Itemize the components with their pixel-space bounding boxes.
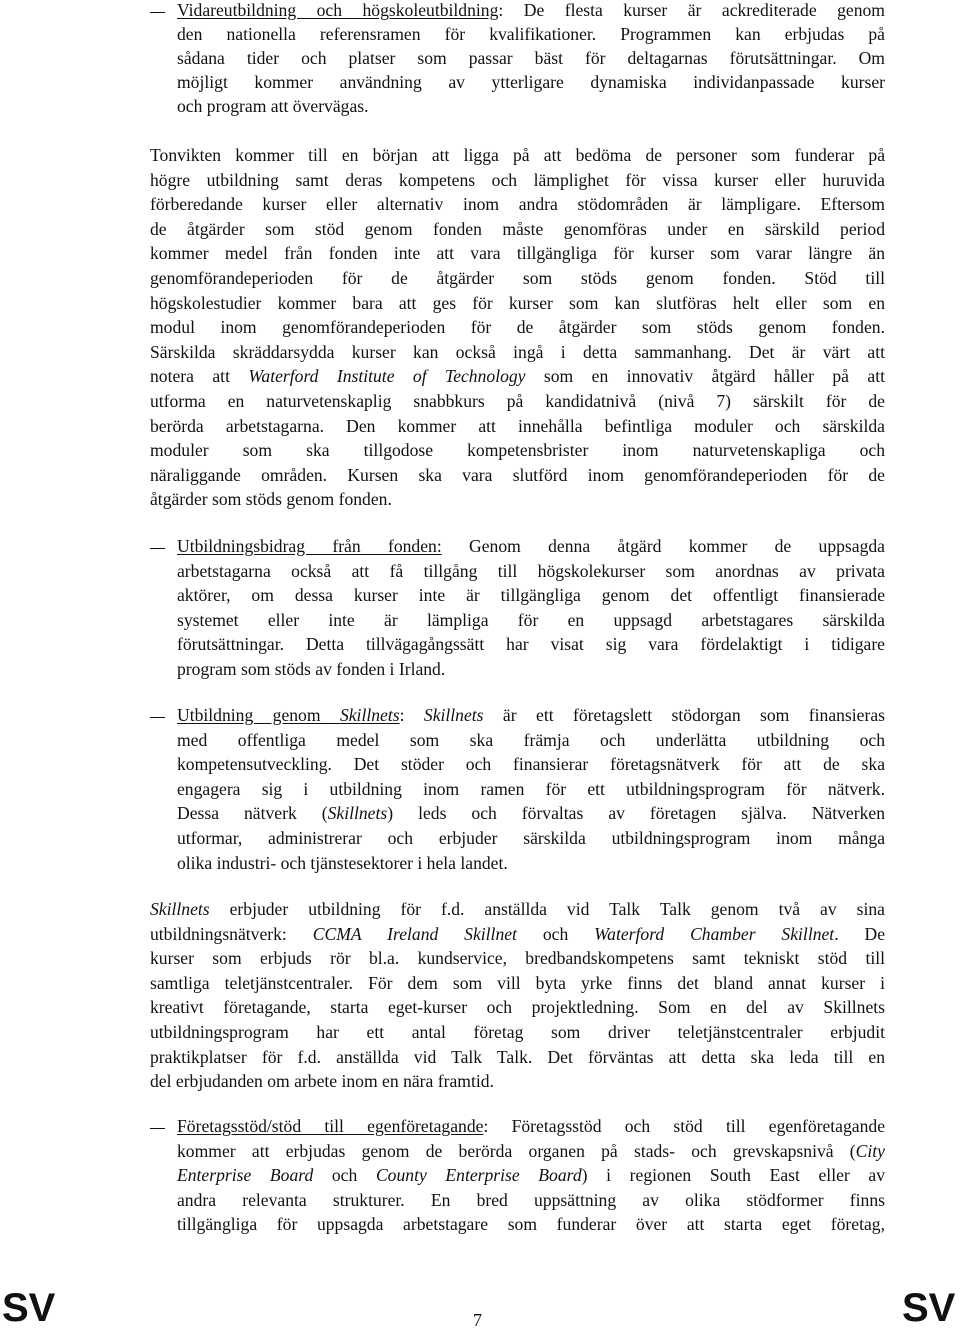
- list-dash: [150, 548, 165, 549]
- text-line: modul inom genomförandeperioden för de åtgärder som stöds genom fonden.: [150, 317, 885, 338]
- list-dash: [150, 717, 165, 718]
- text-line: tillgängliga för uppsagda arbetstagare som funderar över att starta eget företag,: [177, 1214, 885, 1235]
- text-line: praktikplatser för f.d. anställda vid Talk Talk. Det förväntas att detta ska leda till en: [150, 1046, 885, 1067]
- text-line: genomförandeperioden för de åtgärder som stöds genom fonden. Stöd till: [150, 268, 885, 288]
- text-line: engagera sig i utbildning inom ramen för ett utbildningsprogram för nätverk.: [177, 778, 885, 799]
- text-line: kommer medel från fonden inte att vara tillgängliga för kurser som varar längre än: [150, 243, 885, 264]
- list-dash: [150, 1128, 165, 1129]
- text-line: aktörer, om dessa kurser inte är tillgängliga genom det offentligt finansierade: [177, 585, 885, 606]
- list-dash: [150, 12, 165, 13]
- text-line: kurser som erbjuds rör bl.a. kundservice, bredbandskompetens samt tekniskt stöd till: [150, 948, 885, 969]
- list-item-term: Företagsstöd/stöd till egenföretagande: [177, 1116, 484, 1136]
- list-item-term: Vidareutbildning och högskoleutbildning: [177, 0, 499, 20]
- text-line: och program att övervägas.: [177, 96, 369, 116]
- list-item-term: Utbildning genom Skillnets: [177, 705, 400, 725]
- text-line: del erbjudanden om arbete inom en nära framtid.: [150, 1071, 494, 1092]
- text-line: Tonvikten kommer till en början att ligga på att bedöma de personer som funderar på: [150, 145, 885, 165]
- text-line: den nationella referensramen för kvalifikationer. Programmen kan erbjudas på: [177, 24, 885, 44]
- text-line: kreativt företagande, starta eget-kurser och projektledning. Som en del av Skillnets: [150, 997, 885, 1018]
- text-line: utforma en naturvetenskaplig snabbkurs på kandidatnivå (nivå 7) särskilt för de: [150, 391, 885, 411]
- text-line: arbetstagarna också att få tillgång till högskolekurser som anordnas av privata: [177, 560, 885, 581]
- text-line: förberedande kurser eller alternativ inom andra stödområden är lämpligare. Eftersom: [150, 194, 885, 215]
- footer-language-right: SV: [902, 1286, 956, 1330]
- text-line: andra relevanta strukturer. En bred uppsättning av olika stödformer finns: [177, 1189, 885, 1210]
- text-line: samtliga teletjänstcentraler. För dem som vill byta yrke finns det bland annat kurser i: [150, 972, 885, 993]
- text-line: notera att Waterford Institute of Technology som en innovativ åtgärd håller på att: [150, 366, 885, 387]
- footer-language-left: SV: [2, 1286, 56, 1330]
- text-line: moduler som ska tillgodose kompetensbrister inom naturvetenskapliga och: [150, 440, 885, 461]
- text-line: åtgärder som stöds genom fonden.: [150, 489, 392, 510]
- text-line: näraliggande områden. Kursen ska vara slutförd inom genomförandeperioden för de: [150, 464, 885, 485]
- text-line: olika industri- och tjänstesektorer i hela landet.: [177, 852, 508, 873]
- institution-name: Waterford Institute of Technology: [248, 366, 526, 387]
- text-line: sådana tider och platser som passar bäst för deltagarnas förutsättningar. Om: [177, 48, 885, 68]
- text-line: berörda arbetstagarna. Den kommer att innehålla befintliga moduler och särskilda: [150, 415, 885, 436]
- text-line: förutsättningar. Detta tillvägagångssätt har visat sig vara fördelaktigt i tidigare: [177, 634, 885, 655]
- text-line: utbildningsprogram har ett antal företag som driver teletjänstcentraler erbjudit: [150, 1022, 885, 1042]
- text-line: Dessa nätverk (Skillnets) leds och förvaltas av företagen själva. Nätverken: [177, 803, 885, 824]
- text-line: kompetensutveckling. Det stöder och finansierar företagsnätverk för att de ska: [177, 754, 885, 775]
- list-item-term: Utbildningsbidrag från fonden:: [177, 536, 442, 556]
- page-number: 7: [473, 1310, 482, 1330]
- text-line: systemet eller inte är lämpliga för en uppsagd arbetstagares särskilda: [177, 609, 885, 630]
- text-line: med offentliga medel som ska främja och underlätta utbildning och: [177, 729, 885, 750]
- text-line: möjligt kommer användning av ytterligare dynamiska individanpassade kurser: [177, 72, 885, 92]
- text-line: utformar, administrerar och erbjuder särskilda utbildningsprogram inom många: [177, 828, 885, 848]
- text-line: de åtgärder som stöd genom fonden måste genomföras under en särskild period: [150, 218, 885, 239]
- text-line: högskolestudier kommer bara att ges för kurser som kan slutföras helt eller som en: [150, 292, 885, 313]
- text-line: program som stöds av fonden i Irland.: [177, 659, 446, 679]
- text-line: Särskilda skräddarsydda kurser kan också ingå i detta sammanhang. Det är värt att: [150, 341, 885, 362]
- text-line: högre utbildning samt deras kompetens och lämplighet för vissa kurser eller huruvida: [150, 169, 885, 190]
